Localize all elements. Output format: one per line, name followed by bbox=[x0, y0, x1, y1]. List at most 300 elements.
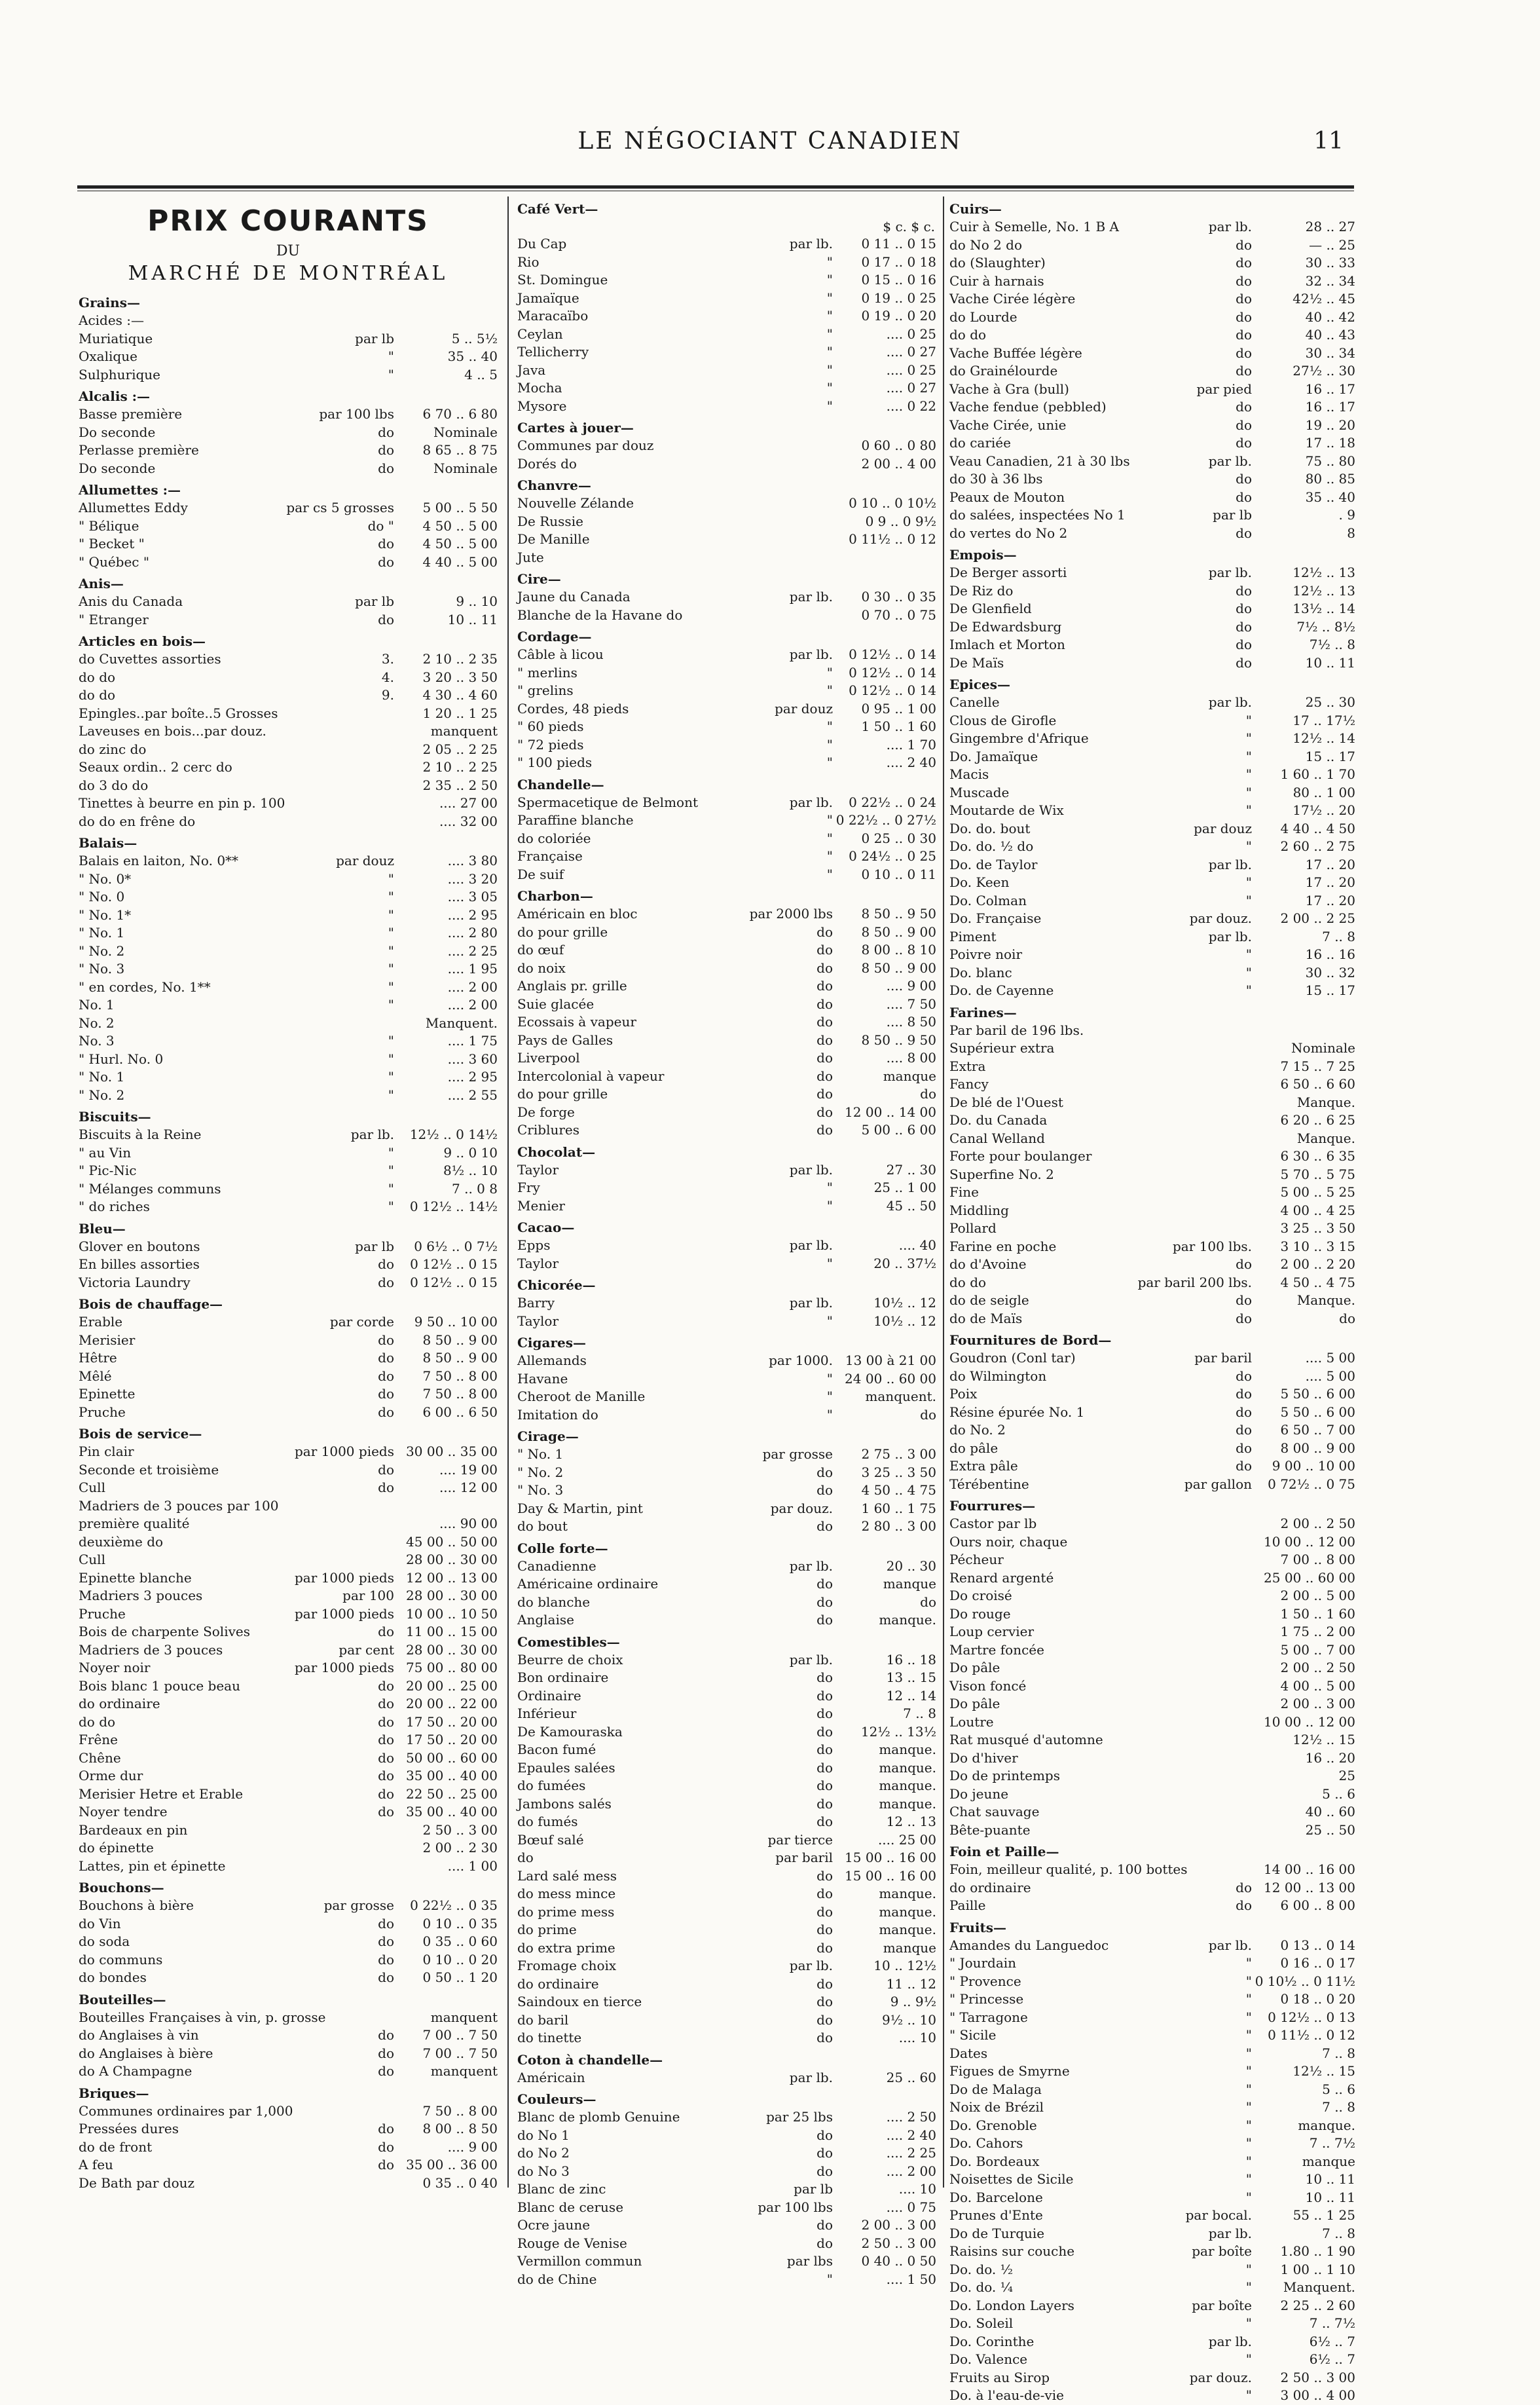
price-range: 15 00 .. 16 00 bbox=[845, 1867, 936, 1884]
price-row bbox=[79, 1162, 498, 1180]
section-heading: Briques— bbox=[79, 2085, 149, 2101]
item-name: do bbox=[517, 1850, 534, 1865]
unit: 9. bbox=[381, 687, 394, 703]
item-name: do bondes bbox=[79, 1969, 147, 1985]
price-range: 0 10 .. 0 10½ bbox=[849, 495, 936, 511]
price-row bbox=[517, 1741, 936, 1759]
unit: do bbox=[816, 1759, 833, 1776]
price-row bbox=[79, 1497, 498, 1516]
price-row bbox=[949, 964, 1355, 982]
price-row bbox=[517, 1777, 936, 1795]
price-section bbox=[517, 570, 936, 624]
price-row bbox=[517, 1921, 936, 1939]
price-row bbox=[79, 1461, 498, 1480]
price-row bbox=[949, 1897, 1355, 1915]
price-range: 0 19 .. 0 20 bbox=[861, 308, 936, 324]
price-row bbox=[517, 1388, 936, 1406]
masthead bbox=[79, 204, 498, 285]
unit: do bbox=[1236, 1404, 1252, 1420]
item-name: " Etranger bbox=[79, 611, 149, 627]
unit: do bbox=[816, 2030, 833, 2045]
unit: par lb. bbox=[789, 1295, 833, 1311]
price-row bbox=[79, 1274, 498, 1292]
price-row bbox=[949, 2009, 1355, 2027]
price-row bbox=[949, 506, 1355, 525]
item-name: Perlasse première bbox=[79, 442, 199, 458]
price-row bbox=[79, 1349, 498, 1368]
price-row bbox=[517, 664, 936, 682]
item-name: Renard argenté bbox=[949, 1569, 1054, 1586]
item-name: Blanc de plomb Genuine bbox=[517, 2109, 680, 2125]
section-heading: Allumettes :— bbox=[79, 482, 181, 498]
price-row bbox=[517, 1032, 936, 1050]
price-range: 9 .. 9½ bbox=[890, 1994, 936, 2009]
unit: do bbox=[378, 1785, 394, 1802]
unit: do bbox=[816, 1068, 833, 1084]
unit: do bbox=[378, 1768, 394, 1783]
price-range: 12 .. 14 bbox=[886, 1687, 936, 1704]
unit: par boîte bbox=[1192, 2243, 1252, 2259]
price-range: 27½ .. 30 bbox=[1292, 363, 1355, 379]
unit: do bbox=[816, 1104, 833, 1120]
price-range: .... 2 95 bbox=[447, 1069, 498, 1085]
price-range: 8 50 .. 9 00 bbox=[861, 923, 936, 940]
price-row bbox=[517, 271, 936, 289]
section-heading: Alcalis :— bbox=[79, 388, 151, 404]
price-row bbox=[949, 1767, 1355, 1785]
price-row bbox=[79, 1144, 498, 1163]
unit: " bbox=[1245, 982, 1252, 998]
price-row bbox=[79, 813, 498, 831]
price-row bbox=[949, 381, 1355, 399]
item-name: Do. de Taylor bbox=[949, 856, 1038, 872]
price-range: 20 00 .. 25 00 bbox=[406, 1677, 498, 1694]
unit: par 1000. bbox=[769, 1352, 833, 1368]
unit: do bbox=[816, 1014, 833, 1030]
section-heading: Fourrures— bbox=[949, 1498, 1036, 1514]
price-range: manquent bbox=[430, 2009, 498, 2025]
item-name: Do. blanc bbox=[949, 964, 1012, 980]
price-range: .... 27 00 bbox=[439, 795, 498, 811]
section-heading: Chocolat— bbox=[517, 1144, 596, 1160]
item-name: Supérieur extra bbox=[949, 1040, 1055, 1056]
item-name: Tellicherry bbox=[517, 344, 589, 360]
price-range: 7 50 .. 8 00 bbox=[422, 2102, 498, 2119]
price-range: 45 00 .. 50 00 bbox=[406, 1533, 498, 1550]
price-range: 9 00 .. 10 00 bbox=[1272, 1458, 1355, 1474]
item-name: Madriers de 3 pouces par 100 bbox=[79, 1497, 279, 1514]
price-row bbox=[79, 1126, 498, 1144]
price-row bbox=[949, 525, 1355, 543]
price-range: 2 00 .. 2 25 bbox=[1280, 910, 1355, 926]
price-row bbox=[79, 1605, 498, 1624]
item-name: première qualité bbox=[79, 1516, 190, 1531]
price-row bbox=[949, 2098, 1355, 2117]
unit: par lb. bbox=[1208, 453, 1252, 469]
item-name: Bête-puante bbox=[949, 1821, 1031, 1838]
item-name: Ceylan bbox=[517, 326, 563, 342]
item-name: Paraffine blanche bbox=[517, 812, 634, 828]
price-range: 3 25 .. 3 50 bbox=[861, 1464, 936, 1480]
price-range: 16 .. 20 bbox=[1305, 1749, 1355, 1766]
price-range: 28 00 .. 30 00 bbox=[406, 1641, 498, 1658]
unit: par 1000 pieds bbox=[294, 1605, 394, 1622]
price-row bbox=[949, 2171, 1355, 2189]
price-row bbox=[949, 1587, 1355, 1605]
price-row bbox=[949, 1184, 1355, 1202]
price-range: 12 .. 13 bbox=[886, 1814, 936, 1829]
item-name: do mess mince bbox=[517, 1886, 616, 1901]
item-name: Mysore bbox=[517, 398, 567, 414]
unit: par lb. bbox=[1208, 565, 1252, 580]
price-row bbox=[949, 802, 1355, 820]
price-row bbox=[517, 379, 936, 398]
price-row bbox=[79, 1641, 498, 1660]
price-range: 0 40 .. 0 50 bbox=[861, 2253, 936, 2269]
price-range: . 9 bbox=[1338, 507, 1355, 523]
unit: par douz. bbox=[1189, 910, 1252, 926]
price-range: .... 0 27 bbox=[886, 380, 936, 396]
price-row bbox=[517, 1482, 936, 1500]
price-range: 8 00 .. 8 50 bbox=[422, 2121, 498, 2136]
price-section bbox=[517, 1540, 936, 1630]
price-range: 2 35 .. 2 50 bbox=[422, 777, 498, 793]
price-section bbox=[79, 388, 498, 477]
price-range: .... 1 70 bbox=[886, 736, 936, 753]
item-name: " Hurl. No. 0 bbox=[79, 1051, 164, 1067]
unit: do bbox=[378, 1713, 394, 1730]
price-range: 6 50 .. 6 60 bbox=[1280, 1076, 1355, 1092]
price-row bbox=[949, 946, 1355, 964]
item-name: Raisins sur couche bbox=[949, 2243, 1075, 2259]
price-range: 13 00 à 21 00 bbox=[845, 1352, 936, 1368]
masthead-market: MARCHÉ DE MONTRÉAL bbox=[128, 262, 449, 285]
price-range: 25 .. 60 bbox=[886, 2069, 936, 2085]
price-range: 10 .. 11 bbox=[1305, 2189, 1355, 2205]
price-range bbox=[833, 549, 936, 567]
price-row bbox=[517, 1939, 936, 1958]
unit: par lb. bbox=[789, 1958, 833, 1973]
price-row bbox=[949, 2369, 1355, 2387]
price-row bbox=[517, 1121, 936, 1140]
price-range: 4 00 .. 4 25 bbox=[1280, 1202, 1355, 1218]
price-row bbox=[517, 905, 936, 923]
item-name: " Pic-Nic bbox=[79, 1163, 137, 1178]
price-range: .... 10 bbox=[898, 2181, 936, 2197]
price-range: 10 00 .. 12 00 bbox=[1264, 1533, 1355, 1550]
price-row bbox=[517, 2235, 936, 2253]
unit: do bbox=[1236, 417, 1252, 433]
item-name: " No. 1 bbox=[79, 925, 125, 941]
price-range: manque. bbox=[879, 1612, 936, 1628]
price-row bbox=[79, 1767, 498, 1785]
item-name: No. 1 bbox=[79, 997, 115, 1013]
price-range: .... 7 50 bbox=[886, 996, 936, 1012]
item-name: Rat musqué d'automne bbox=[949, 1732, 1103, 1747]
section-heading: Fruits— bbox=[949, 1919, 1007, 1935]
price-row bbox=[949, 928, 1355, 946]
price-row bbox=[949, 1292, 1355, 1310]
price-range: 11 .. 12 bbox=[886, 1975, 936, 1992]
price-range: 4 00 .. 5 00 bbox=[1280, 1677, 1355, 1694]
unit: par tierce bbox=[767, 1831, 833, 1848]
price-row bbox=[79, 535, 498, 553]
price-row bbox=[949, 1713, 1355, 1732]
price-row bbox=[949, 1349, 1355, 1368]
section-heading: Bois de service— bbox=[79, 1426, 202, 1442]
price-section bbox=[949, 546, 1355, 672]
item-name: Do de printemps bbox=[949, 1768, 1060, 1783]
item-name: do blanche bbox=[517, 1594, 591, 1610]
item-name: Day & Martin, pint bbox=[517, 1500, 643, 1516]
price-range: 0 11½ .. 0 12 bbox=[1268, 2027, 1355, 2043]
price-range: 0 22½ .. 0 24 bbox=[849, 794, 936, 810]
item-name: Anis du Canada bbox=[79, 593, 183, 609]
price-row bbox=[949, 1111, 1355, 1130]
item-name: Canal Welland bbox=[949, 1130, 1045, 1146]
unit: " bbox=[1245, 964, 1252, 980]
unit: " bbox=[1245, 748, 1252, 764]
price-range: 8 50 .. 9 00 bbox=[422, 1332, 498, 1348]
item-name: Goudron (Conl tar) bbox=[949, 1350, 1076, 1366]
item-name: Maracaïbo bbox=[517, 308, 589, 324]
item-name: Madriers de 3 pouces bbox=[79, 1641, 223, 1658]
price-section bbox=[517, 1277, 936, 1330]
price-row bbox=[517, 2271, 936, 2289]
price-range: 0 25 .. 0 30 bbox=[861, 830, 936, 846]
item-name: Du Cap bbox=[517, 236, 567, 252]
price-row bbox=[517, 1867, 936, 1886]
price-row bbox=[949, 2062, 1355, 2081]
price-row bbox=[79, 1659, 498, 1677]
item-name: " No. 0 bbox=[79, 889, 125, 904]
price-row bbox=[517, 588, 936, 606]
unit: do bbox=[816, 1612, 833, 1628]
price-range: Manquent. bbox=[425, 1015, 498, 1031]
price-row bbox=[949, 874, 1355, 892]
unit: " bbox=[388, 906, 394, 923]
price-range: 9 .. 0 10 bbox=[443, 1144, 498, 1161]
price-range: 30 .. 32 bbox=[1305, 964, 1355, 980]
price-range: 40 .. 43 bbox=[1305, 327, 1355, 343]
price-row bbox=[949, 1147, 1355, 1166]
unit: par grosse bbox=[762, 1446, 833, 1462]
price-range: 5 .. 5½ bbox=[451, 330, 498, 346]
item-name: Epinette bbox=[79, 1386, 136, 1402]
item-name: " Tarragone bbox=[949, 2009, 1028, 2025]
unit: " bbox=[1245, 2387, 1252, 2403]
price-range: 12½ .. 14 bbox=[1292, 730, 1355, 746]
price-range: 10 .. 11 bbox=[1305, 2171, 1355, 2187]
unit: do bbox=[378, 424, 394, 440]
price-range: .... 1 50 bbox=[886, 2271, 936, 2287]
price-row bbox=[949, 2153, 1355, 2171]
price-range: manque. bbox=[1298, 2117, 1355, 2133]
price-range: 6 00 .. 8 00 bbox=[1280, 1897, 1355, 1913]
price-row bbox=[517, 682, 936, 700]
price-range: do bbox=[920, 1594, 936, 1610]
item-name: do communs bbox=[79, 1951, 163, 1967]
item-name: Biscuits à la Reine bbox=[79, 1127, 202, 1142]
item-name: Jamaïque bbox=[517, 289, 579, 306]
price-row bbox=[517, 1575, 936, 1594]
unit: do bbox=[1236, 327, 1252, 343]
price-row bbox=[79, 1915, 498, 1933]
price-range: 0 11 .. 0 15 bbox=[861, 236, 936, 252]
price-range: 42½ .. 45 bbox=[1292, 291, 1355, 307]
unit: " bbox=[826, 380, 833, 396]
item-name: Américaine ordinaire bbox=[517, 1576, 659, 1592]
price-range: manque. bbox=[879, 1778, 936, 1793]
item-name: " grelins bbox=[517, 682, 574, 698]
price-range: do bbox=[920, 1086, 936, 1102]
price-row bbox=[949, 2333, 1355, 2351]
price-row bbox=[79, 942, 498, 961]
item-name: Middling bbox=[949, 1202, 1009, 1218]
unit: " bbox=[388, 1199, 394, 1214]
price-range: 9 50 .. 10 00 bbox=[414, 1314, 498, 1330]
unit: " bbox=[1245, 2009, 1252, 2025]
price-row bbox=[949, 654, 1355, 673]
price-row bbox=[949, 1749, 1355, 1768]
unit: do bbox=[378, 1915, 394, 1931]
price-range: 7 50 .. 8 00 bbox=[422, 1368, 498, 1384]
price-range: 32 .. 34 bbox=[1305, 272, 1355, 289]
unit: par cent bbox=[339, 1641, 394, 1658]
price-range: 30 00 .. 35 00 bbox=[406, 1444, 498, 1459]
price-row bbox=[517, 1993, 936, 2011]
section-heading: Articles en bois— bbox=[79, 633, 206, 649]
item-name: Basse première bbox=[79, 406, 183, 422]
price-range: 5 00 .. 7 00 bbox=[1280, 1641, 1355, 1658]
item-name: " en cordes, No. 1** bbox=[79, 979, 211, 995]
price-row bbox=[79, 499, 498, 517]
price-row bbox=[517, 941, 936, 960]
section-heading: Cordage— bbox=[517, 629, 592, 644]
price-row bbox=[79, 441, 498, 460]
price-section bbox=[79, 294, 498, 384]
item-name: do pâle bbox=[949, 1440, 999, 1456]
unit: " bbox=[826, 272, 833, 288]
item-name: Seconde et troisième bbox=[79, 1461, 219, 1478]
price-row bbox=[949, 766, 1355, 784]
price-range: 3 00 .. 4 00 bbox=[1280, 2387, 1355, 2403]
price-range: 11 00 .. 15 00 bbox=[406, 1624, 498, 1639]
item-name: Liverpool bbox=[517, 1050, 580, 1066]
unit: do bbox=[816, 960, 833, 976]
price-row bbox=[949, 2297, 1355, 2315]
price-range: 50 00 .. 60 00 bbox=[406, 1749, 498, 1766]
price-range: .... 90 00 bbox=[439, 1516, 498, 1531]
price-row bbox=[517, 1759, 936, 1778]
price-range: 4 50 .. 4 75 bbox=[1280, 1274, 1355, 1290]
item-name: Orme dur bbox=[79, 1768, 143, 1783]
item-name: Bouteilles Françaises à vin, p. grosse bbox=[79, 2009, 326, 2025]
unit: par 100 lbs bbox=[319, 406, 394, 422]
unit: do bbox=[1236, 654, 1252, 671]
unit: " bbox=[1245, 2351, 1252, 2367]
price-section bbox=[517, 1219, 936, 1273]
unit: do bbox=[1236, 618, 1252, 635]
price-range: manque. bbox=[879, 1795, 936, 1812]
price-row bbox=[949, 1623, 1355, 1641]
price-range: .... 2 95 bbox=[447, 906, 498, 923]
price-row bbox=[949, 1515, 1355, 1533]
price-row bbox=[517, 1013, 936, 1032]
price-row bbox=[949, 1058, 1355, 1076]
price-range: 45 .. 50 bbox=[886, 1197, 936, 1214]
section-heading: Coton à chandelle— bbox=[517, 2051, 663, 2068]
unit: par boîte bbox=[1192, 2297, 1252, 2313]
price-row bbox=[79, 722, 498, 741]
item-name: Farine en poche bbox=[949, 1238, 1057, 1254]
price-range: 5 50 .. 6 00 bbox=[1280, 1404, 1355, 1420]
unit: do bbox=[378, 460, 394, 476]
item-name: No. 2 bbox=[79, 1015, 115, 1031]
item-name: do Vin bbox=[79, 1915, 121, 1931]
unit: do bbox=[816, 1994, 833, 2009]
unit: do bbox=[378, 1696, 394, 1711]
price-row bbox=[517, 1723, 936, 1742]
item-name: St. Domingue bbox=[517, 272, 608, 288]
unit: " bbox=[1245, 892, 1252, 908]
price-row bbox=[517, 1161, 936, 1180]
item-name: Seaux ordin.. 2 cerc do bbox=[79, 759, 232, 775]
price-row bbox=[517, 437, 936, 455]
price-range: .... 12 00 bbox=[439, 1480, 498, 1495]
unit: par lb. bbox=[1208, 1937, 1252, 1953]
unit: do bbox=[816, 2217, 833, 2233]
item-name: Epingles..par boîte..5 Grosses bbox=[79, 705, 278, 721]
item-name: Cull bbox=[79, 1480, 105, 1495]
unit: " bbox=[388, 942, 394, 959]
item-name: Saindoux en tierce bbox=[517, 1994, 642, 2009]
section-heading: Empois— bbox=[949, 547, 1017, 563]
item-name: Noisettes de Sicile bbox=[949, 2171, 1074, 2187]
price-range: 12½ .. 13½ bbox=[860, 1723, 936, 1740]
price-row bbox=[79, 996, 498, 1015]
item-name: do fumés bbox=[517, 1814, 578, 1829]
price-range: 1 50 .. 1 60 bbox=[1280, 1605, 1355, 1622]
price-row bbox=[949, 1421, 1355, 1440]
price-range: 2 50 .. 3 00 bbox=[422, 1821, 498, 1838]
price-row bbox=[517, 646, 936, 664]
item-name: Câble à licou bbox=[517, 646, 604, 662]
unit: do bbox=[1236, 1256, 1252, 1272]
price-row bbox=[949, 1954, 1355, 1973]
price-row bbox=[517, 2069, 936, 2087]
section-heading: Charbon— bbox=[517, 888, 593, 904]
price-range: 12½ .. 0 14½ bbox=[409, 1127, 498, 1142]
price-column-3 bbox=[949, 196, 1355, 2403]
unit: do bbox=[816, 1122, 833, 1138]
item-name: do 30 à 36 lbs bbox=[949, 471, 1043, 487]
price-range: 28 00 .. 30 00 bbox=[406, 1552, 498, 1567]
unit: par lbs bbox=[786, 2253, 833, 2269]
unit: do bbox=[816, 1795, 833, 1812]
price-row bbox=[949, 1022, 1355, 1040]
unit: do bbox=[378, 1386, 394, 1402]
item-name: do Lourde bbox=[949, 308, 1018, 325]
price-range: 35 00 .. 36 00 bbox=[406, 2157, 498, 2172]
price-row bbox=[517, 2180, 936, 2199]
price-row bbox=[79, 424, 498, 442]
item-name: do do bbox=[949, 327, 987, 343]
item-name: Clous de Girofle bbox=[949, 712, 1057, 728]
item-name: Epaules salées bbox=[517, 1759, 615, 1776]
price-range: 10 .. 11 bbox=[1305, 654, 1355, 671]
unit: do bbox=[1236, 435, 1252, 451]
